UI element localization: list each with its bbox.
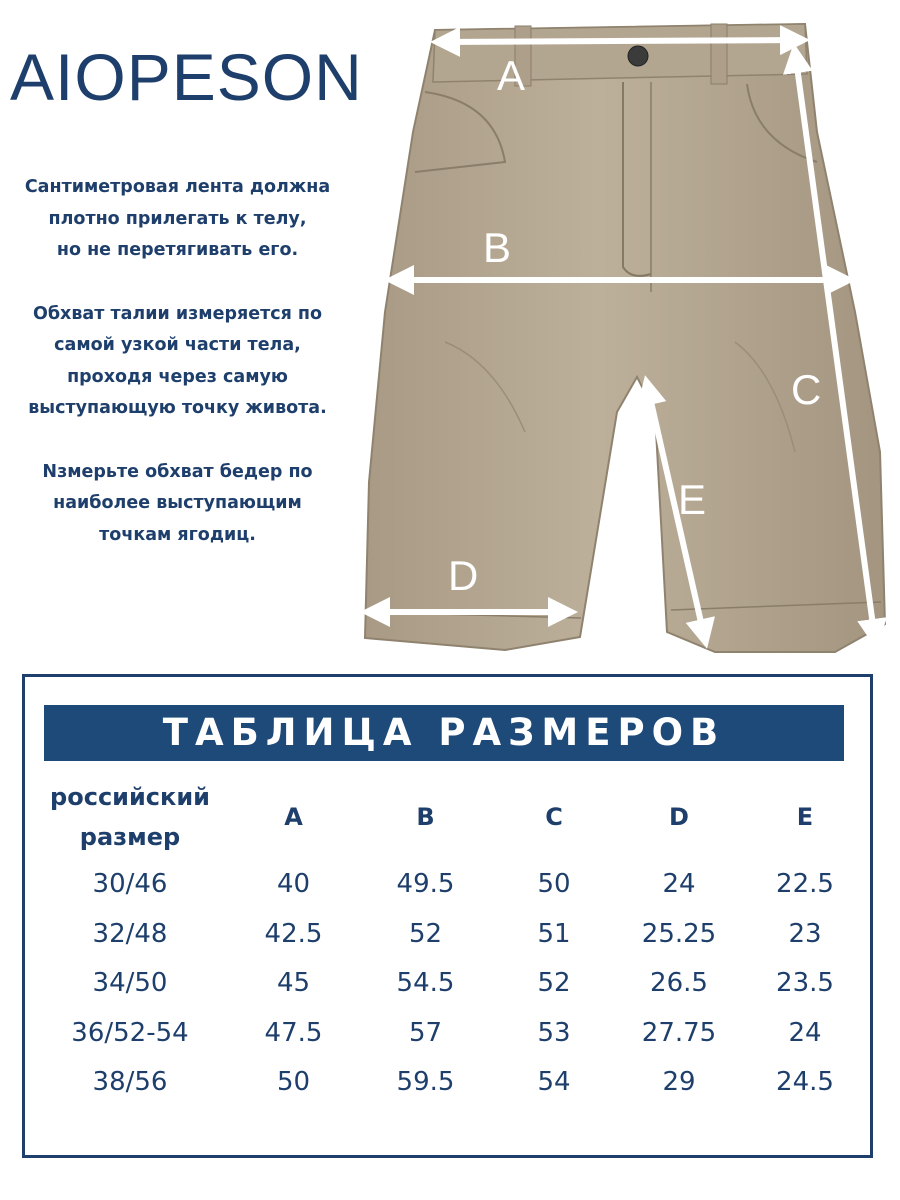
value-cell: 23.5 [776,968,834,998]
measuring-instructions [0,172,355,583]
instruction-line: Сантиметровая лента должна [24,177,331,197]
instruction-line: наиболее выступающим [53,493,302,513]
instruction-line: Обхват талии измеряется по [32,303,323,324]
shorts-illustration [355,12,900,662]
label-b: B [483,224,512,271]
value-cell: 42.5 [264,918,323,949]
value-cell: 29 [662,1067,696,1097]
value-cell: 26.5 [650,968,708,998]
value-cell: 57 [408,1017,443,1048]
value-cell: 54.5 [396,968,455,998]
table-row [30,860,866,910]
instruction-line: плотно прилегать к телу, [48,208,307,229]
value-cell: 52 [537,968,571,998]
instruction-line: проходя через самую [67,366,288,387]
instruction-line: выступающую точку живота. [28,398,327,418]
value-cell: 50 [276,1067,311,1097]
waistband [433,24,807,82]
measure-arrow-a [439,40,801,42]
header-size-line: российский [50,783,210,811]
value-cell: 52 [408,918,443,949]
table-row [30,959,866,1009]
instruction-paragraph [0,299,355,425]
value-cell: 49.5 [396,869,455,899]
instruction-paragraph [0,457,355,552]
value-cell: 47.5 [264,1017,323,1048]
column-header-e: E [796,803,814,831]
value-cell: 24 [662,869,696,899]
column-header-a: A [284,803,303,831]
value-cell: 27.75 [641,1017,717,1048]
size-cell: 38/56 [92,1067,168,1097]
brand-logo: AIOPESON [10,40,363,114]
instruction-line: Nзмерьте обхват бедер по [42,461,313,482]
instruction-line: самой узкой части тела, [54,335,301,355]
belt-loop [711,24,727,84]
value-cell: 50 [537,869,571,899]
size-cell: 30/46 [92,869,168,899]
value-cell: 51 [537,918,571,949]
instruction-line: точкам ягодиц. [99,524,256,545]
value-cell: 23 [788,918,822,949]
size-table-frame [22,674,873,1158]
label-c: C [791,366,822,413]
value-cell: 53 [537,1017,571,1048]
table-header-row [30,774,866,860]
label-a: A [497,52,526,99]
size-cell: 36/52-54 [71,1017,189,1048]
shorts-measurement-figure [355,12,900,662]
label-e: E [678,476,707,523]
value-cell: 40 [276,869,311,899]
value-cell: 54 [537,1067,571,1097]
column-header-c: C [545,803,563,831]
size-cell: 34/50 [92,968,168,998]
table-row [30,1009,866,1059]
size-table-title: ТАБЛИЦА РАЗМЕРОВ [44,705,844,761]
label-d: D [448,552,479,599]
column-header-b: B [416,803,435,831]
value-cell: 24 [788,1017,822,1048]
size-cell: 32/48 [92,918,168,949]
table-row [30,1058,866,1108]
column-header-d: D [669,803,689,831]
instruction-paragraph [0,172,355,267]
value-cell: 59.5 [396,1067,455,1097]
value-cell: 22.5 [776,869,834,899]
column-header-size [30,774,230,860]
value-cell: 25.25 [641,918,717,949]
header-size-line: размер [79,823,181,851]
size-table [30,774,866,1108]
table-row [30,910,866,960]
waist-button [628,46,648,66]
value-cell: 24.5 [776,1067,834,1097]
value-cell: 45 [276,968,311,998]
instruction-line: но не перетягивать его. [56,240,299,260]
